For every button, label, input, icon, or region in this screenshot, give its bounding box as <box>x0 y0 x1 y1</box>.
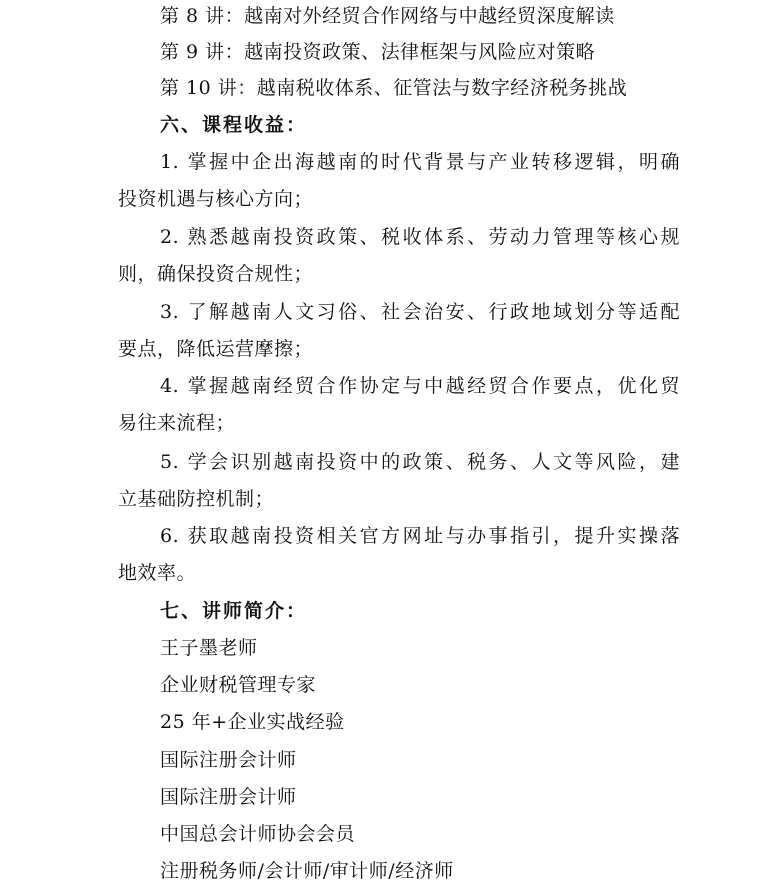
benefit-6-line-2: 地效率。 <box>118 562 197 584</box>
benefit-5-line-2: 立基础防控机制； <box>118 488 275 510</box>
benefit-6-line-1: 6. 获取越南投资相关官方网址与办事指引，提升实操落 <box>160 525 680 547</box>
instructor-experience: 25 年+企业实战经验 <box>160 711 345 733</box>
instructor-name: 王子墨老师 <box>160 637 258 659</box>
benefits-heading: 六、课程收益： <box>160 114 308 136</box>
benefit-2-line-1: 2. 熟悉越南投资政策、税收体系、劳动力管理等核心规 <box>160 226 680 248</box>
benefit-4-line-1: 4. 掌握越南经贸合作协定与中越经贸合作要点，优化贸 <box>160 375 680 397</box>
lecture-8: 第 8 讲：越南对外经贸合作网络与中越经贸深度解读 <box>160 5 615 27</box>
instructor-membership: 中国总会计师协会会员 <box>160 823 356 845</box>
benefit-5-line-1: 5. 学会识别越南投资中的政策、税务、人文等风险，建 <box>160 451 680 473</box>
benefit-1-line-1: 1. 掌握中企出海越南的时代背景与产业转移逻辑，明确 <box>160 151 680 173</box>
instructor-heading: 七、讲师简介： <box>160 600 308 622</box>
instructor-credential-2: 国际注册会计师 <box>160 786 297 808</box>
instructor-title: 企业财税管理专家 <box>160 674 317 696</box>
lecture-9: 第 9 讲：越南投资政策、法律框架与风险应对策略 <box>160 41 596 63</box>
benefit-3-line-1: 3. 了解越南人文习俗、社会治安、行政地域划分等适配 <box>160 301 680 323</box>
instructor-credential-1: 国际注册会计师 <box>160 749 297 771</box>
benefit-4-line-2: 易往来流程； <box>118 412 236 434</box>
benefit-3-line-2: 要点，降低运营摩擦； <box>118 338 314 360</box>
benefit-2-line-2: 则，确保投资合规性； <box>118 263 314 285</box>
lecture-10: 第 10 讲：越南税收体系、征管法与数字经济税务挑战 <box>160 77 628 99</box>
instructor-certifications: 注册税务师/会计师/审计师/经济师 <box>160 860 454 882</box>
benefit-1-line-2: 投资机遇与核心方向； <box>118 188 314 210</box>
